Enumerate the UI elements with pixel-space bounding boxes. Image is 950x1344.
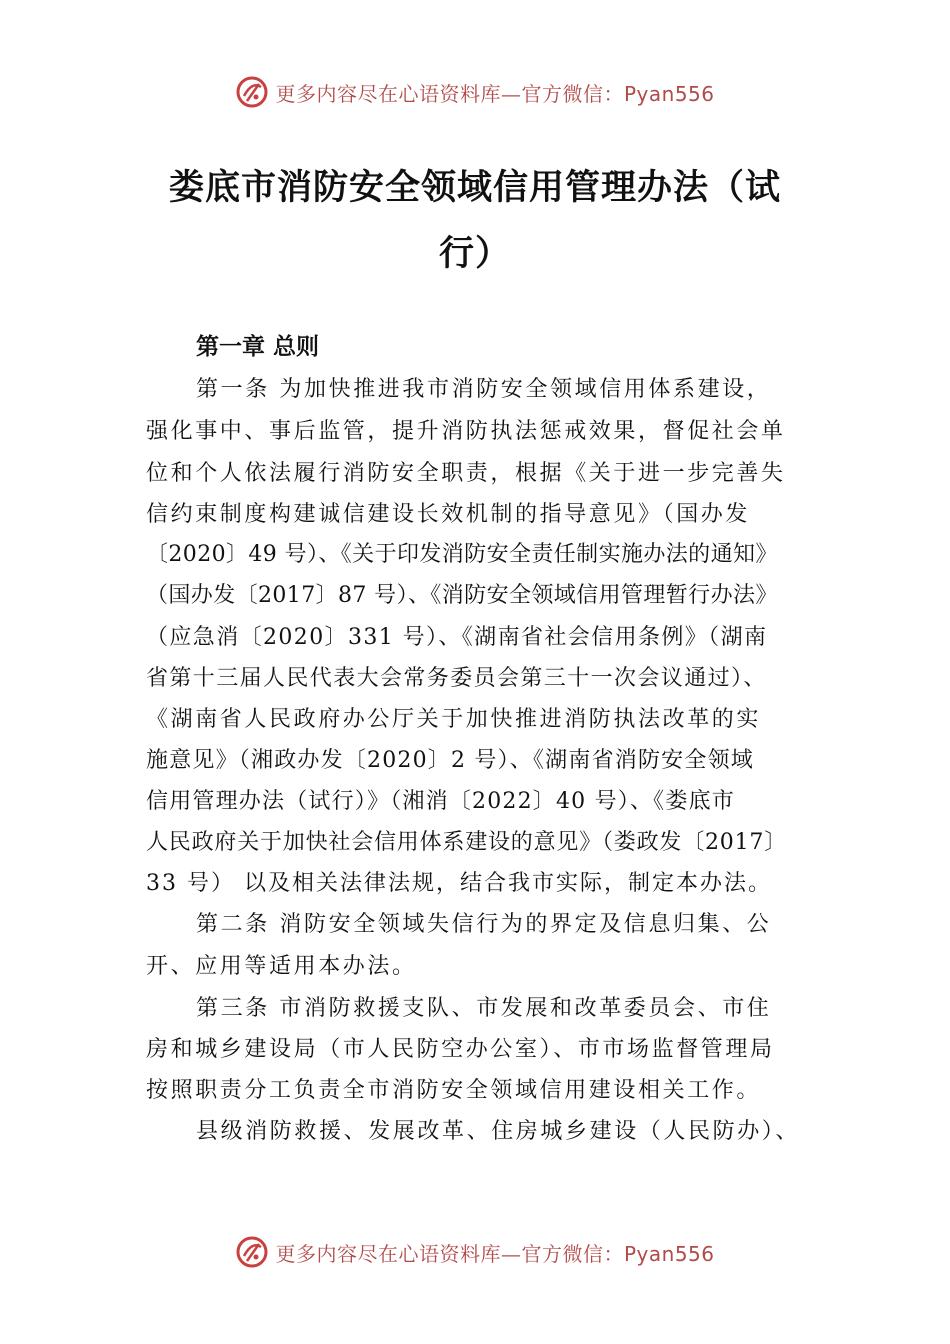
- body-line: 县级消防救援、发展改革、住房城乡建设（人民防办）、: [196, 1119, 801, 1144]
- seal-logo-icon: [235, 75, 269, 109]
- body-line: 房和城乡建设局（市人民防空办公室）、市市场监督管理局: [146, 1037, 775, 1062]
- body-line: 信约束制度构建诚信建设长效机制的指导意见》（国办发: [146, 502, 751, 527]
- body-line: 位和个人依法履行消防安全职责，根据《关于进一步完善失: [146, 461, 786, 486]
- document-title-line2: 行）: [438, 233, 511, 274]
- seal-logo-icon: [235, 1235, 269, 1269]
- body-line: 开、应用等适用本办法。: [146, 954, 417, 979]
- body-line: 第二条 消防安全领域失信行为的界定及信息归集、公: [196, 912, 772, 937]
- header-watermark: [0, 72, 950, 112]
- body-line: （应急消〔2020〕331 号）、《湖南省社会信用条例》（湖南: [146, 625, 768, 650]
- body-line: 〔2020〕49 号）、《关于印发消防安全责任制实施办法的通知》: [146, 542, 778, 567]
- body-line: 信用管理办法（试行）》（湘消〔2022〕40 号）、《娄底市: [146, 789, 735, 814]
- body-line: （国办发〔2017〕87 号）、《消防安全领域信用管理暂行办法》: [146, 583, 778, 608]
- body-line: 施意见》（湘政办发〔2020〕2 号）、《湖南省消防安全领域: [146, 748, 754, 773]
- body-line: 33 号） 以及相关法律法规，结合我市实际，制定本办法。: [146, 871, 772, 896]
- body-line: 《湖南省人民政府办公厅关于加快推进消防执法改革的实: [146, 707, 762, 732]
- body-line: 第三条 市消防救援支队、市发展和改革委员会、市住: [196, 996, 772, 1021]
- body-line: 省第十三届人民代表大会常务委员会第三十一次会议通过）、: [146, 666, 767, 691]
- footer-watermark: [0, 1232, 950, 1272]
- body-line: 强化事中、事后监管，提升消防执法惩戒效果，督促社会单: [146, 419, 786, 444]
- watermark-text: 更多内容尽在心语资料库—官方微信：Pyan556: [275, 1241, 715, 1266]
- watermark-text: 更多内容尽在心语资料库—官方微信：Pyan556: [275, 81, 715, 106]
- body-line: 人民政府关于加快社会信用体系建设的意见》（娄政发〔2017〕: [146, 830, 787, 855]
- body-line: 第一条 为加快推进我市消防安全领域信用体系建设，: [196, 377, 772, 402]
- chapter-heading: 第一章 总则: [196, 334, 320, 360]
- body-line: 按照职责分工负责全市消防安全领域信用建设相关工作。: [146, 1078, 762, 1103]
- document-title-line1: 娄底市消防安全领域信用管理办法（试: [168, 167, 781, 208]
